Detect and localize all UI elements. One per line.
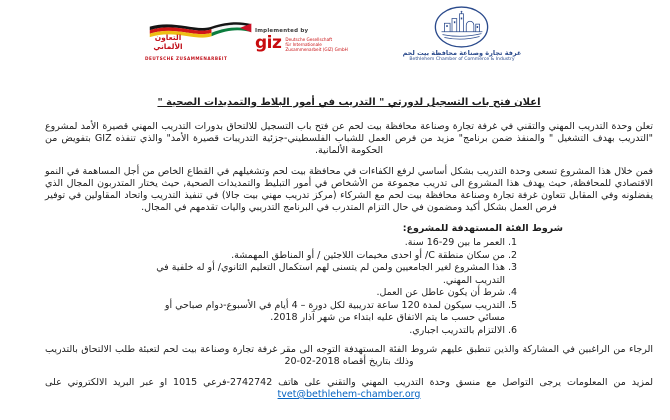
contact-text: لمزيد من المعلومات يرجى التواصل مع منسق وحدة التدريب المهني والتقني على هاتف 2742742-فرعي 1015 او عبر البريد الالكتروني على bbox=[45, 377, 653, 388]
condition-item: 5. التدريب سيكون لمدة 120 ساعة تدريبية لكل دورة – 4 أيام في الأسبوع-دوام صباحي أو مسائي حسب ما يتم الاتفاق عليه ابتداء من شهر آذار 2018. bbox=[140, 300, 505, 325]
condition-item: 1. العمر ما بين 29-16 سنة. bbox=[140, 237, 505, 250]
giz-logo bbox=[255, 28, 355, 52]
chamber-english-label: Bethlehem Chamber of Commerce & Industry bbox=[409, 57, 515, 62]
condition-item: 2. من سكان منطقة C/ أو احدى مخيمات اللاجئين / أو المناطق المهمشة. bbox=[140, 250, 505, 263]
page-title: اعلان فتح باب التسجيل لدورتي " التدريب في أمور البلاط والتمديدات الصحية " bbox=[157, 97, 541, 108]
condition-item: 4. شرط أن يكون عاطل عن العمل. bbox=[140, 287, 505, 300]
german-cooperation-arabic-label: التعاون الألماني bbox=[153, 33, 183, 51]
logos-header bbox=[0, 0, 670, 95]
conditions-list bbox=[140, 237, 521, 337]
email-link[interactable]: tvet@bethlehem-chamber.org bbox=[277, 389, 421, 400]
registration-paragraph: الرجاء من الراغبين في المشاركة والذين تنطبق عليهم شروط الفئة المستهدفة التوجه الى مقر غرفة تجارة وصناعة بيت لحم لتعبئة طلب الالتحاق بالتدريب وذلك بتاريخ أقصاه 2018-02-20 bbox=[45, 344, 653, 367]
giz-description: Deutsche Gesellschaft für Internationale Zusammenarbeit (GIZ) GmbH bbox=[285, 37, 348, 52]
intro-paragraph: تعلن وحدة التدريب المهني والتقني في غرفة تجارة وصناعة محافظة بيت لحم عن فتح باب التسجيل للالتحاق بدورات التدريب المهني قصيرة الأمد لمشروع "التدريب بهدف التشغيل " والمنفذ ضمن برنامج" مزيد من فرص العمل للشباب الفلسطيني-جزئية التدريبات قصيرة الأمد" والذي تنفذه GIZ بتفويض من الحكومة الألمانية. bbox=[45, 121, 653, 156]
contact-paragraph bbox=[45, 377, 653, 401]
german-cooperation-caption: DEUTSCHE ZUSAMMENARBEIT bbox=[145, 56, 228, 61]
condition-item: 3. هذا المشروع لغير الجامعيين ولمن لم يتسنى لهم استكمال التعليم الثانوي/ أو له خلفية في التدريب المهني. bbox=[140, 262, 505, 287]
document-body bbox=[45, 97, 653, 401]
bethlehem-chamber-emblem-icon bbox=[433, 5, 490, 49]
project-description-paragraph: فمن خلال هذا المشروع تسعى وحدة التدريب بشكل أساسي لرفع الكفاءات في محافظة بيت لحم وتشغيلهم في القطاع الخاص من أجل المساهمة في النمو الاقتصادي للمحافظة, حيث يهدف هذا المشروع الى تدريب مجموعة من الأشخاص في أمور التبليط والتمديدات الصحية, حيث يختار المتدربون المجال الذي يفضلونه وفي المقابل تتعاون غرفة تجارة وصناعة محافظة بيت لحم مع الشركاء (مركز تدريب مهني بيت جالا) في تنفيذ التدريب واتحاد المقاولين في توفير فرص العمل بشكل أكيد ومضمون في حال التزام المتدرب في البرنامج التدريبي واليات تقدمهم في المجال. bbox=[45, 166, 653, 213]
giz-implemented-by-label: Implemented by bbox=[255, 28, 309, 34]
conditions-heading: شروط الفئة المستهدفة للمشروع: bbox=[402, 223, 563, 234]
giz-wordmark: giz bbox=[255, 33, 282, 53]
condition-item: 6. الالتزام بالتدريب اجباري. bbox=[140, 325, 505, 338]
chamber-arabic-label: غرفة تجارة وصناعة محافظة بيت لحم bbox=[402, 49, 522, 57]
